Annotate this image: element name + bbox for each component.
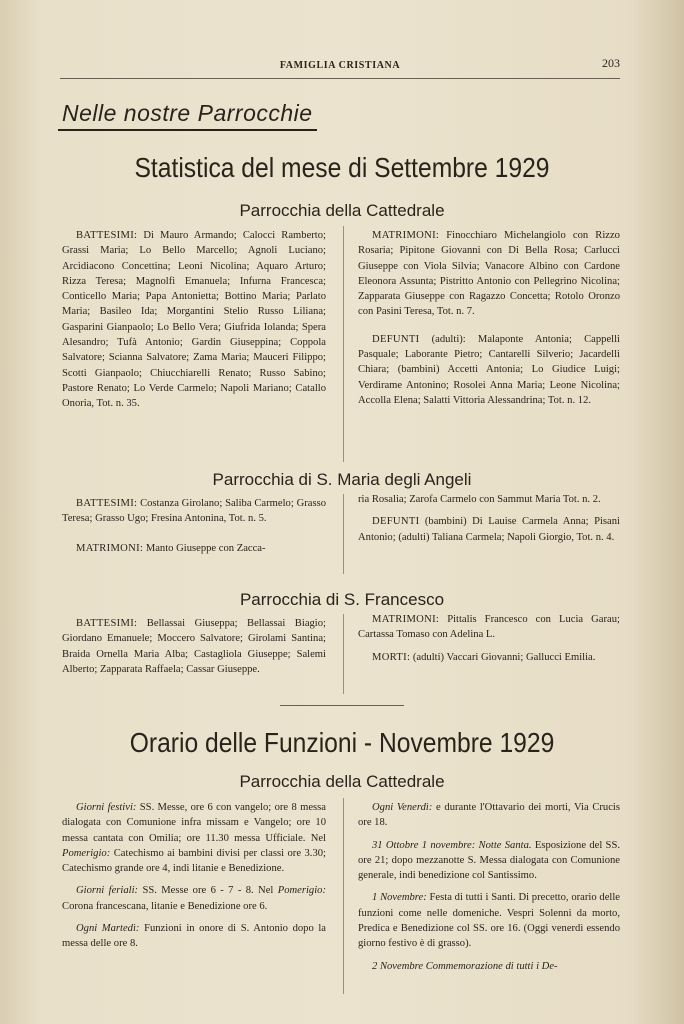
orario-title: Orario delle Funzioni - Novembre 1929 xyxy=(129,727,555,758)
feriali-label: Giorni feriali: xyxy=(76,885,139,897)
cattedrale-matrimoni xyxy=(358,228,620,320)
festivi-text-c: Catechismo ai bambini divisi per classi ore 3.30; Catechismo grande ore 4, indi litanie e Benedizione. xyxy=(62,847,326,875)
festivi-pomerigio: Pomerigio: xyxy=(62,847,111,859)
matrimoni-text: Pittalis Francesco con Lucia Garau; Cartassa Tomaso con Adelina L. xyxy=(358,614,620,641)
parish-title-cattedrale: Parrocchia della Cattedrale xyxy=(239,201,445,220)
venerdi-text: e durante l'Ottavario dei morti, Via Crucis ore 18. xyxy=(358,802,620,829)
orario-right-column xyxy=(358,800,620,981)
francesco-right-column xyxy=(358,612,620,672)
angeli-defunti xyxy=(358,514,620,545)
matrimoni-label: MATRIMONI: xyxy=(76,542,144,554)
cattedrale-defunti xyxy=(358,332,620,408)
section-separator xyxy=(280,705,404,706)
feriali-text-c: Corona francescana, litanie e Benedizione ore 6. xyxy=(62,900,268,912)
battesimi-label: BATTESIMI: xyxy=(76,498,138,509)
novembre1-label: 1 Novembre: xyxy=(372,892,427,904)
festivi-label: Giorni festivi: xyxy=(76,802,137,813)
cattedrale-left-column xyxy=(62,228,326,419)
feriali-text-a: SS. Messe ore 6 - 7 - 8. Nel xyxy=(142,885,274,897)
battesimi-text: Bellassai Giuseppa; Bellassai Biagio; Giordano Emanuele; Moccero Salvatore; Girolami Santina; Braida Ornella Maria Alba; Castagliola Giuseppe; Salemi Alberto; Zapparata Raffaela; Cassar Giuseppe. xyxy=(62,618,326,675)
francesco-battesimi xyxy=(62,616,326,677)
battesimi-label: BATTESIMI: xyxy=(76,618,138,629)
feriali-pomerigio: Pomerigio: xyxy=(277,885,326,897)
due-novembre xyxy=(358,959,620,974)
battesimi-text: Costanza Girolano; Saliba Carmelo; Grasso Teresa; Grasso Ugo; Fresina Antonina, Tot. n. 5. xyxy=(62,498,326,525)
martedi-text: Funzioni in onore di S. Antonio dopo la messa delle ore 8. xyxy=(62,923,327,950)
stats-title: Statistica del mese di Settembre 1929 xyxy=(134,152,550,183)
giorni-feriali xyxy=(62,883,326,914)
ottobre-text: Esposizione del SS. ore 21; dopo mezzanotte S. Messa dialogata con Comunione generale, indi benedizione col Santissimo. xyxy=(358,839,620,882)
matrimoni-label: MATRIMONI: xyxy=(372,614,440,625)
orario-parish-title: Parrocchia della Cattedrale xyxy=(239,772,445,791)
novembre2-label: 2 Novembre Commemorazione di tutti i De- xyxy=(372,960,558,972)
defunti-label: DEFUNTI xyxy=(372,516,420,528)
morti-label: MORTI: xyxy=(372,651,411,663)
battesimi-text: Di Mauro Armando; Calocci Ramberto; Grassi Maria; Lo Bello Marcello; Agnoli Luciano; Arcidiacono Concettina; Leoni Nicolina; Aquaro Arturo; Rizza Teresa; Magnolfi Emanuela; Infurna Francesca; Conticello Maria; Papa Antonietta; Bottino Maria; Parlato Maria; Basileo Ida; Morgantini Stelio Russo Liliana; Gasparini Gianpaolo; Lo Bello Vera; Giufrida Iolanda; Spera Alesandro; Tufà Antonio; Gardin Giuseppina; Coppola Salvatore; Scianna Salvatore; Zama Maria; Mauceri Filippo; Scotti Gianpaolo; Chiucchiarelli Renato; Russo Sabino; Pastore Renato; Lo Verde Carmelo; Napoli Mariano; Catallo Onoria, Tot. n. 35. xyxy=(62,230,326,410)
ogni-martedi xyxy=(62,921,326,952)
francesco-left-column xyxy=(62,616,326,684)
cattedrale-battesimi xyxy=(62,228,326,412)
column-divider xyxy=(343,494,344,574)
defunti-label: DEFUNTI xyxy=(372,333,420,345)
francesco-morti xyxy=(358,650,620,665)
matrimoni-text: Manto Giuseppe con Zacca- xyxy=(145,542,266,554)
matrimoni-label: MATRIMONI: xyxy=(372,230,440,241)
ogni-venerdi xyxy=(358,800,620,831)
defunti-text: (bambini) Di Lauise Carmela Anna; Pisani Antonio; (adulti) Taliana Carmela; Napoli Giorgio, Tot. n. 4. xyxy=(358,516,620,543)
battesimi-label: BATTESIMI: xyxy=(76,230,138,241)
section-banner: Nelle nostre Parrocchie xyxy=(58,100,317,131)
festivi-text-a: SS. Messe, ore 6 con vangelo; ore 8 messa dialogata con Comunione infra missam e Vangelo; ore 10 messa cantata con Omilia; ore 11.30 messa Ufficiale. Nel xyxy=(62,802,326,844)
angeli-matrimoni-continued: ria Rosalia; Zarofa Carmelo con Sammut Maria Tot. n. 2. xyxy=(358,494,601,505)
francesco-matrimoni xyxy=(358,612,620,643)
notte-santa xyxy=(358,838,620,884)
column-divider xyxy=(343,614,344,694)
column-divider xyxy=(343,798,344,994)
ottobre-label: 31 Ottobre 1 novembre: Notte Santa. xyxy=(372,839,532,851)
angeli-left-column xyxy=(62,496,326,563)
defunti-text: (adulti): Malaponte Antonia; Cappelli Pasquale; Laborante Pietro; Cantarelli Silverio; Jacardelli Chiara; (bambini) Accetti Antonia; Lo Giudice Luigi; Verdirame Antonino; Rosolei Anna Maria; Leone Nicolina; Accolla Elena; Salatti Vittoria Alessandrina; Tot. n. 12. xyxy=(358,333,620,406)
morti-text: (adulti) Vaccari Giovanni; Gallucci Emilia. xyxy=(412,651,596,663)
matrimoni-text: Finocchiaro Michelangiolo con Rizzo Rosaria; Pipitone Giovanni con Di Bella Rosa; Carlucci Giuseppe con Viola Silvia; Vanacore Albino con Cardone Eleonora Assunta; Pistritto Antonio con Pellegrino Nicolina; Zapparata Giuseppe con Ragazzo Concetta; Rotolo Oronzo con Pasini Teresa, Tot. n. 7. xyxy=(358,230,620,318)
parish-title-francesco: Parrocchia di S. Francesco xyxy=(239,590,445,609)
orario-left-column xyxy=(62,800,326,959)
giorni-festivi xyxy=(62,800,326,876)
angeli-matrimoni xyxy=(62,541,326,556)
column-divider xyxy=(343,226,344,462)
martedi-label: Ogni Martedì: xyxy=(76,923,140,935)
cattedrale-right-column xyxy=(358,228,620,415)
angeli-right-column xyxy=(358,492,620,552)
venerdi-label: Ogni Venerdì: xyxy=(372,802,433,813)
parish-title-angeli: Parrocchia di S. Maria degli Angeli xyxy=(212,470,472,489)
journal-title: FAMIGLIA CRISTIANA xyxy=(279,60,401,71)
primo-novembre xyxy=(358,890,620,951)
running-head xyxy=(60,56,620,79)
page-number: 203 xyxy=(602,56,620,70)
angeli-battesimi xyxy=(62,496,326,527)
novembre1-text: Festa di tutti i Santi. Di precetto, orario delle funzioni come nelle domeniche. Vespri Solenni da morto, Predica e Benedizione col SS. ore 16. (Oggi venerdì essendo giorno festivo è di grasso). xyxy=(358,892,620,950)
